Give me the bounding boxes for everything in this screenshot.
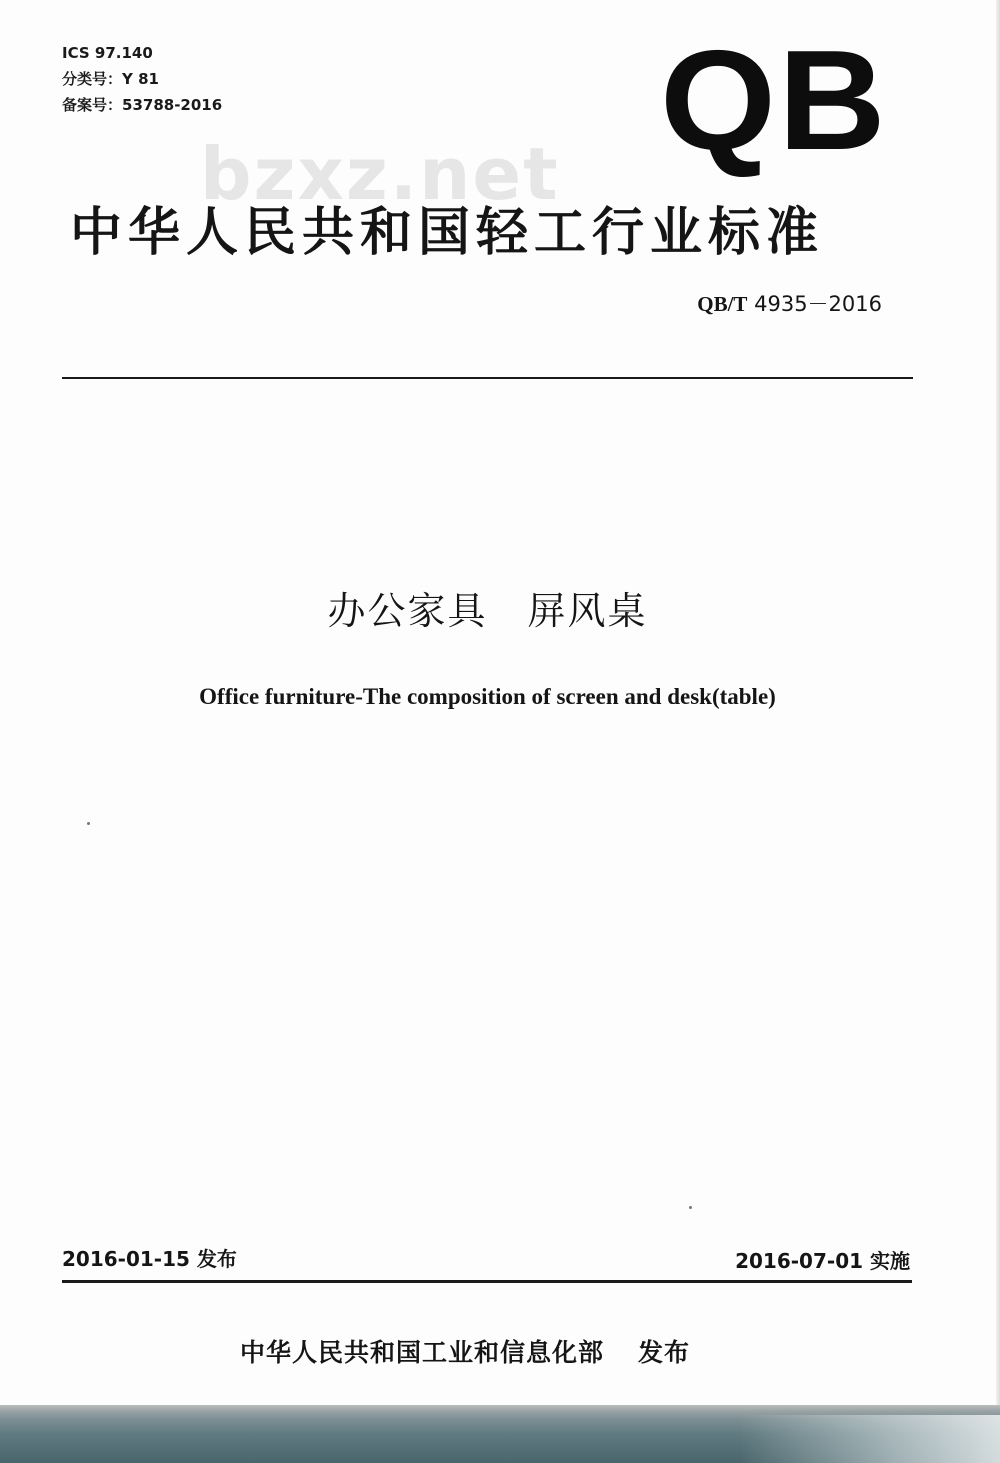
document-title-cn: 办公家具 屏风桌 bbox=[327, 589, 648, 633]
record-label: 备案号： bbox=[62, 96, 123, 114]
bottom-divider bbox=[62, 1280, 912, 1283]
implementation-date: 2016-07-01 实施 bbox=[735, 1249, 910, 1273]
publisher-line bbox=[240, 1333, 690, 1369]
publisher-name: 中华人民共和国工业和信息化部 bbox=[240, 1338, 605, 1367]
category-label: 分类号： bbox=[62, 70, 123, 88]
qb-logo: QB bbox=[660, 21, 888, 180]
ics-label: ICS bbox=[62, 44, 90, 62]
document-title-en: Office furniture-The composition of screen and desk(table) bbox=[199, 684, 776, 709]
publisher-verb: 发布 bbox=[638, 1338, 691, 1367]
category-row bbox=[62, 66, 222, 92]
category-value: Y 81 bbox=[122, 70, 159, 88]
standard-code-prefix: QB/T bbox=[697, 292, 748, 316]
classification-block bbox=[62, 40, 222, 118]
ics-value: 97.140 bbox=[94, 44, 153, 62]
ics-row bbox=[62, 40, 222, 66]
watermark: bzxz.net bbox=[200, 132, 560, 216]
record-row bbox=[62, 92, 222, 118]
issue-date: 2016-01-15 发布 bbox=[62, 1247, 237, 1271]
paper-speck bbox=[87, 822, 90, 825]
record-value: 53788-2016 bbox=[122, 96, 223, 114]
wave-foam bbox=[740, 1415, 1000, 1463]
standard-code-number: 4935－2016 bbox=[754, 292, 882, 316]
top-divider bbox=[62, 377, 913, 379]
standard-code bbox=[697, 288, 882, 318]
paper-speck bbox=[689, 1206, 692, 1209]
page-edge-shadow bbox=[996, 0, 1000, 1405]
standard-category-title: 中华人民共和国轻工行业标准 bbox=[70, 203, 825, 263]
background-photo-strip bbox=[0, 1405, 1000, 1463]
